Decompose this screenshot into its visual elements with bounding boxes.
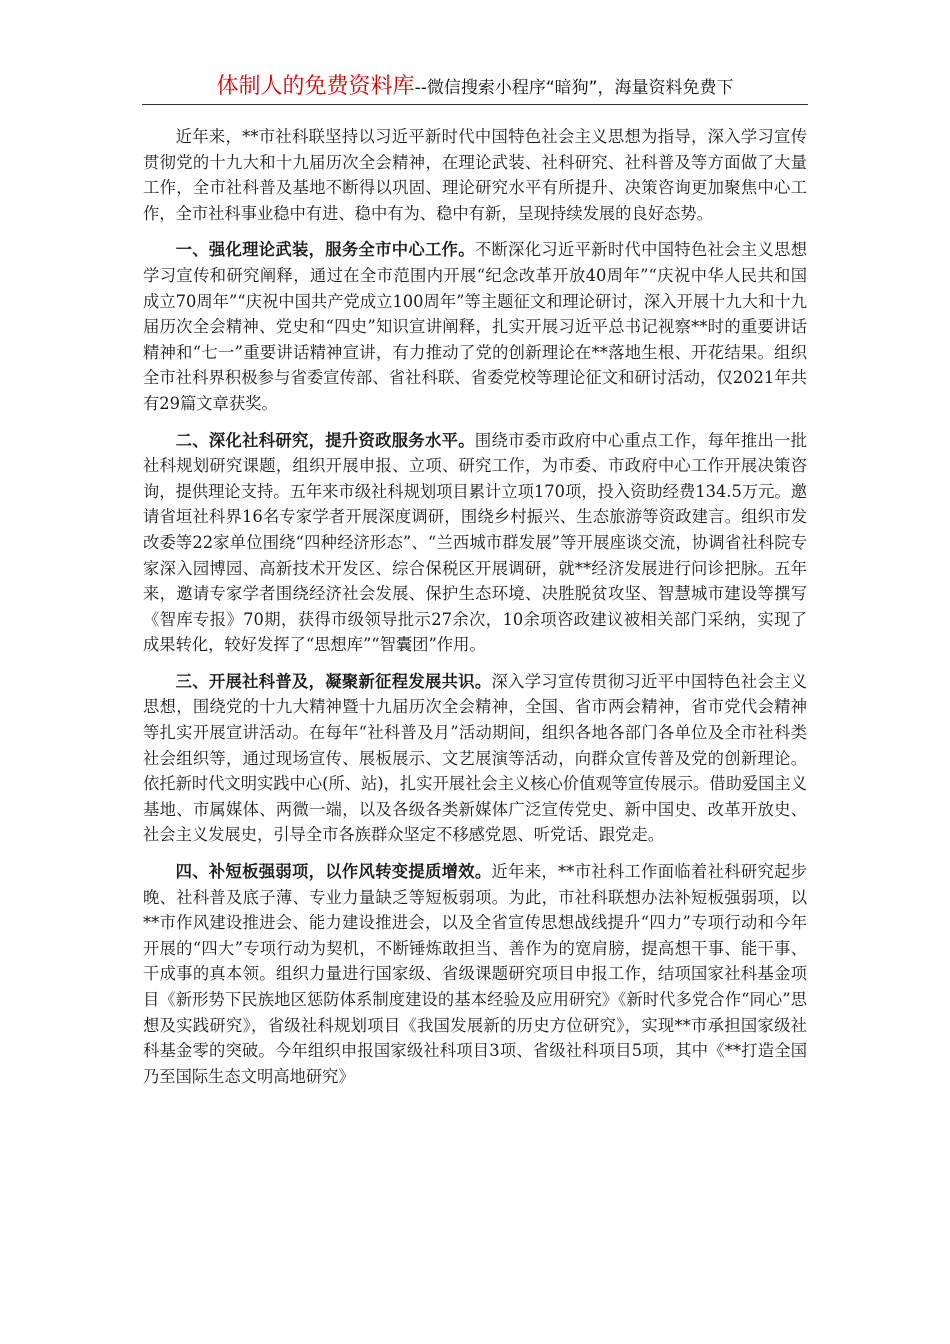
document-body (143, 124, 807, 1100)
section-4-heading: 四、补短板强弱项，以作风转变提质增效。 (175, 862, 492, 882)
section-1 (143, 237, 807, 416)
section-3 (143, 669, 807, 848)
section-3-body: 深入学习宣传贯彻习近平中国特色社会主义思想，围绕党的十九大精神暨十九届历次全会精神，全国、省市两会精神，省市党代会精神等扎实开展宣讲活动。在每年“社科普及月”活动期间，组织各地各部门各单位及全市社科类社会组织等，通过现场宣传、展板展示、文艺展演等活动，向群众宣传普及党的创新理论。依托新时代文明实践中心(所、站)，扎实开展社会主义核心价值观等宣传展示。借助爱国主义基地、市属媒体、两微一端，以及各级各类新媒体广泛宣传党史、新中国史、改革开放史、社会主义发展史，引导全市各族群众坚定不移感党恩、听党话、跟党走。 (143, 671, 807, 845)
section-1-body: 不断深化习近平新时代中国特色社会主义思想学习宣传和研究阐释，通过在全市范围内开展“纪念改革开放40周年”“庆祝中华人民共和国成立70周年”“庆祝中国共产党成立100周年”等主题征文和理论研讨，深入开展十九大和十九届历次全会精神、党史和“四史”知识宣讲阐释，扎实开展习近平总书记视察**时的重要讲话精神和“七一”重要讲话精神宣讲，有力推动了党的创新理论在**落地生根、开花结果。组织全市社科界积极参与省委宣传部、省社科联、省委党校等理论征文和研讨活动，仅2021年共有29篇文章获奖。 (143, 240, 807, 413)
section-3-heading: 三、开展社科普及，凝聚新征程发展共识。 (175, 671, 492, 691)
section-4 (143, 859, 807, 1089)
page-header (142, 72, 808, 105)
section-2-heading: 二、深化社科研究，提升资政服务水平。 (175, 430, 475, 450)
section-1-heading: 一、强化理论武装，服务全市中心工作。 (175, 240, 475, 260)
section-2-body: 围绕市委市政府中心重点工作，每年推出一批社科规划研究课题，组织开展申报、立项、研究工作，为市委、市政府中心工作开展决策咨询，提供理论支持。五年来市级社科规划项目累计立项170项，投入资助经费134.5万元。邀请省垣社科界16名专家学者开展深度调研，围绕乡村振兴、生态旅游等资政建言。组织市发改委等22家单位围绕“四种经济形态”、“兰西城市群发展”等开展座谈交流，协调省社科院专家深入园博园、高新技术开发区、综合保税区开展调研，就**经济发展进行问诊把脉。五年来，邀请专家学者围绕经济社会发展、保护生态环境、决胜脱贫攻坚、智慧城市建设等撰写《智库专报》70期，获得市级领导批示27余次，10余项咨政建议被相关部门采纳，实现了成果转化，较好发挥了“思想库”“智囊团”作用。 (143, 430, 807, 655)
header-subtitle: --微信搜索小程序“暗狗”，海量资料免费下 (414, 78, 734, 98)
header-brand: 体制人的免费资料库 (216, 74, 415, 99)
section-2 (143, 428, 807, 658)
intro-paragraph: 近年来，**市社科联坚持以习近平新时代中国特色社会主义思想为指导，深入学习宣传贯彻党的十九大和十九届历次全会精神，在理论武装、社科研究、社科普及等方面做了大量工作，全市社科普及基地不断得以巩固、理论研究水平有所提升、决策咨询更加聚焦中心工作，全市社科事业稳中有进、稳中有为、稳中有新，呈现持续发展的良好态势。 (143, 127, 807, 223)
section-4-body: 近年来，**市社科工作面临着社科研究起步晚、社科普及底子薄、专业力量缺乏等短板弱项。为此，市社科联想办法补短板强弱项，以**市作风建设推进会、能力建设推进会，以及全省宣传思想战线提升“四力”专项行动和今年开展的“四大”专项行动为契机，不断锤炼敢担当、善作为的宽肩膀，提高想干事、能干事、干成事的真本领。组织力量进行国家级、省级课题研究项目申报工作，结项国家社科基金项目《新形势下民族地区惩防体系制度建设的基本经验及应用研究》《新时代多党合作“同心”思想及实践研究》，省级社科规划项目《我国发展新的历史方位研究》，实现**市承担国家级社科基金零的突破。今年组织申报国家级社科项目3项、省级社科项目5项，其中《**打造全国乃至国际生态文明高地研究》 (143, 862, 807, 1086)
